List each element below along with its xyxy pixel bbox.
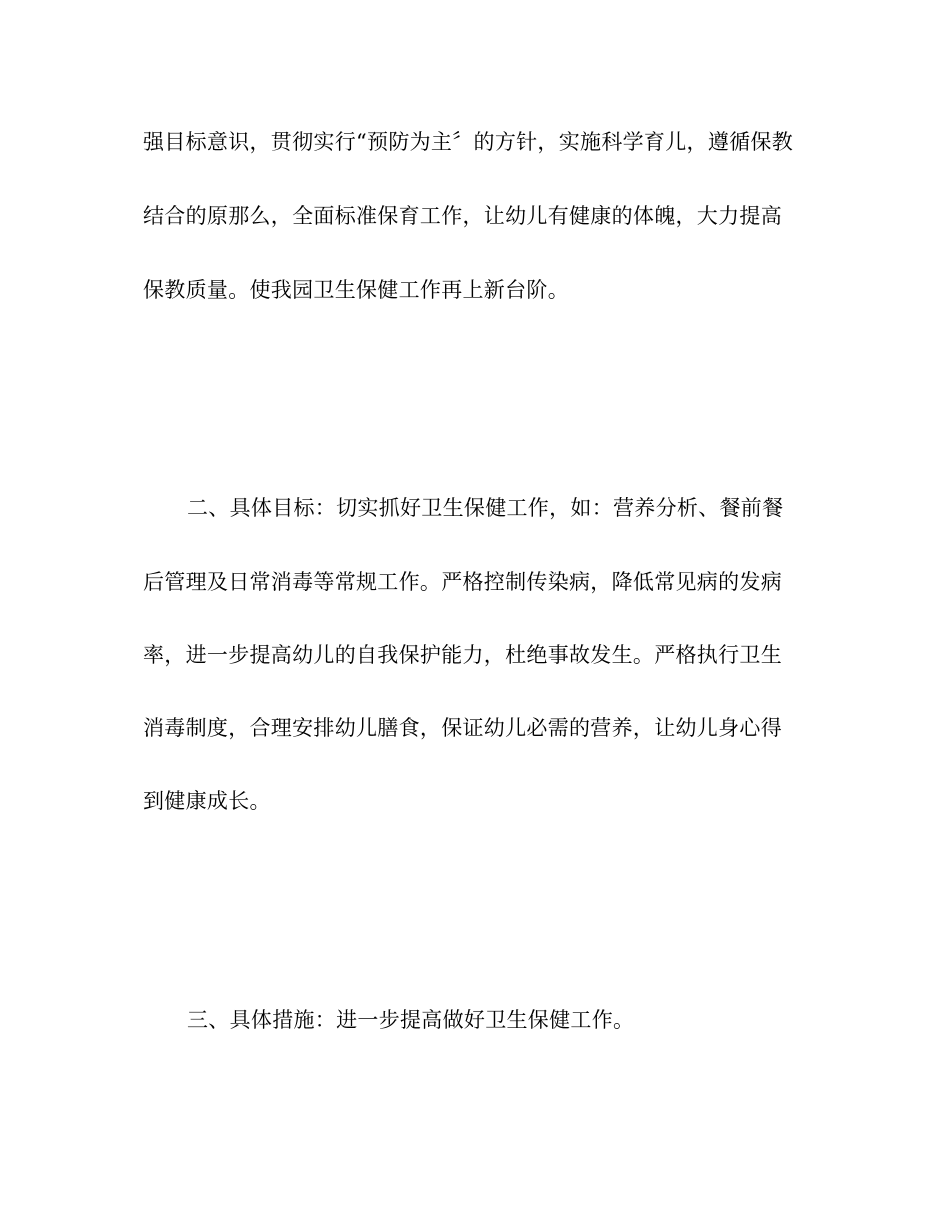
paragraph-line: 保教质量。使我园卫生保健工作再上新台阶。 xyxy=(143,278,569,302)
paragraph-line: 三、具体措施：进一步提高做好卫生保健工作。 xyxy=(187,1008,635,1032)
paragraph-line: 二、具体目标：切实抓好卫生保健工作，如：营养分析、餐前餐 xyxy=(187,496,784,520)
paragraph-line: 强目标意识，贯彻实行“预防为主〞的方针，实施科学育儿，遵循保教 xyxy=(143,130,794,154)
paragraph-line: 到健康成长。 xyxy=(143,789,271,813)
paragraph-line: 后管理及日常消毒等常规工作。严格控制传染病，降低常见病的发病 xyxy=(143,570,782,594)
paragraph-line: 结合的原那么，全面标准保育工作，让幼儿有健康的体魄，大力提高 xyxy=(143,204,782,228)
paragraph-line: 率，进一步提高幼儿的自我保护能力，杜绝事故发生。严格执行卫生 xyxy=(143,643,782,667)
paragraph-line: 消毒制度，合理安排幼儿膳食，保证幼儿必需的营养，让幼儿身心得 xyxy=(143,716,782,740)
